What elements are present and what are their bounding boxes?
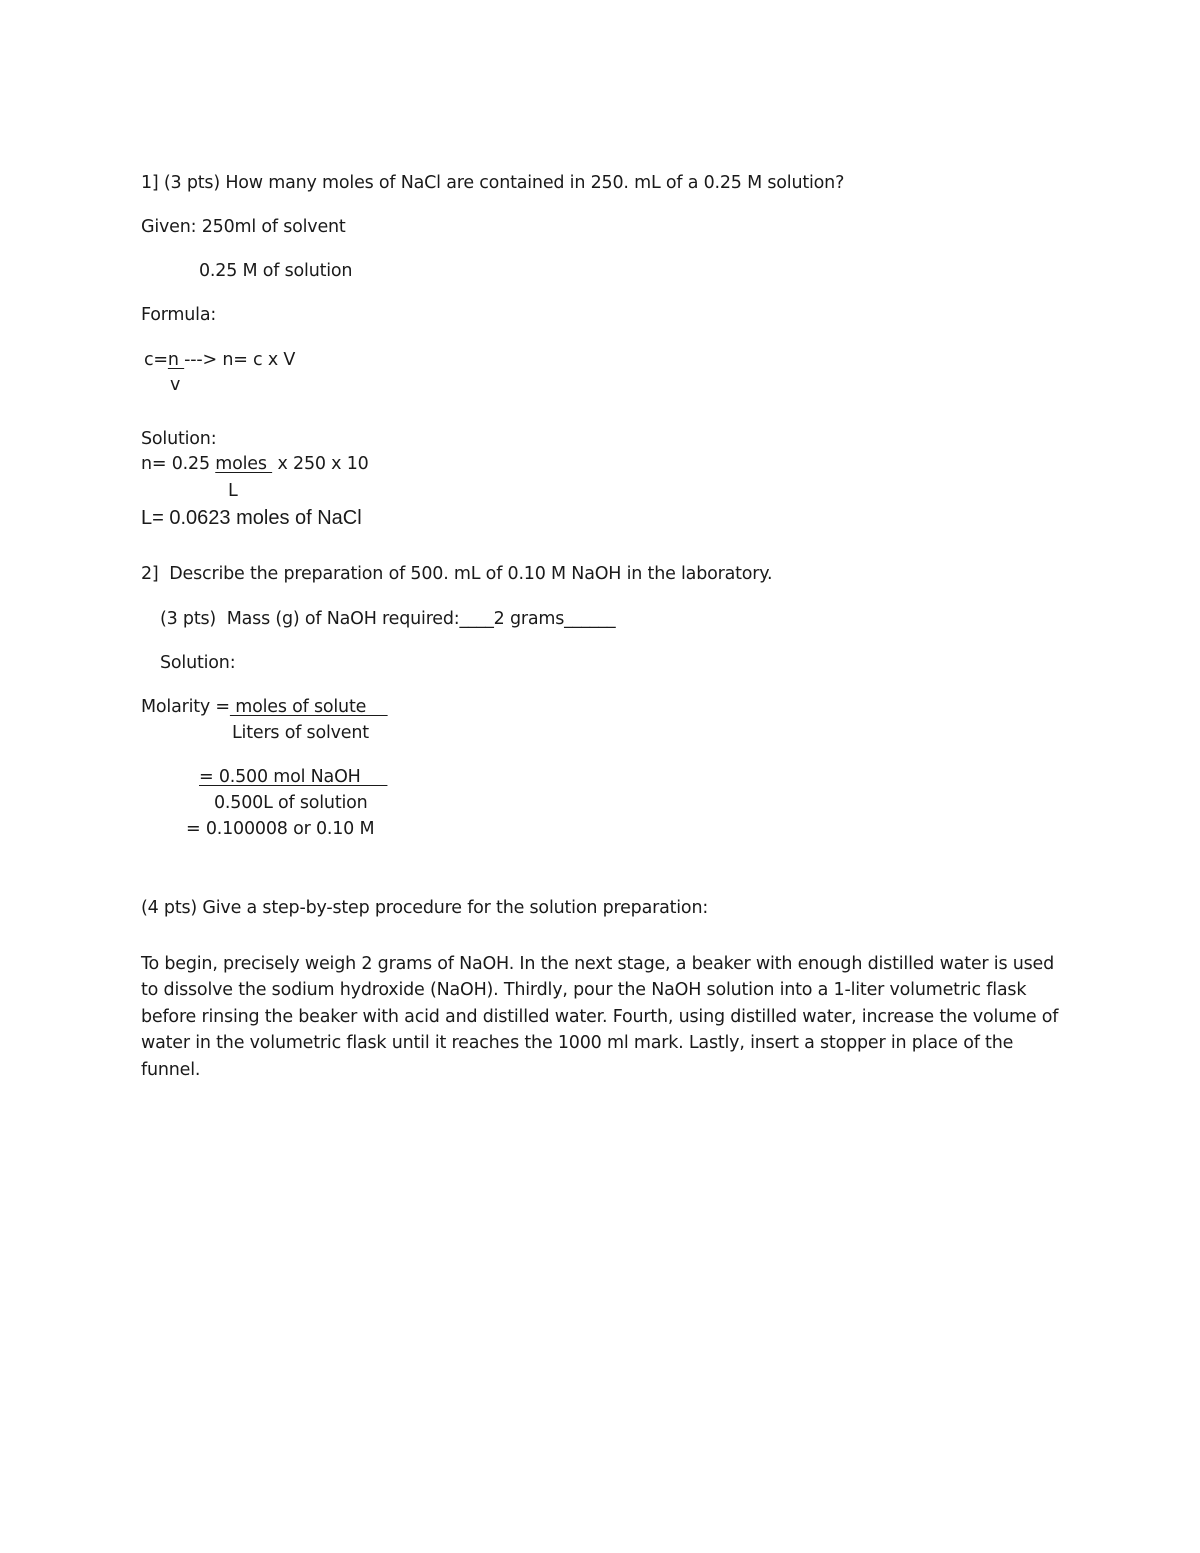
q2-step-denominator: 0.500L of solution	[214, 793, 368, 813]
q1-formula-v: v	[170, 375, 181, 395]
q1-answer: L= 0.0623 moles of NaCl	[141, 507, 362, 529]
q1-solution-l: L	[228, 481, 238, 501]
q1-given-label: Given: 250ml of solvent	[141, 217, 346, 237]
q1-solution-label: Solution:	[141, 429, 217, 449]
q2-molarity-denominator: Liters of solvent	[232, 723, 369, 743]
q1-formula-label: Formula:	[141, 305, 217, 325]
q2-step-result: = 0.100008 or 0.10 M	[186, 819, 375, 839]
q2-question: 2] Describe the preparation of 500. mL of 0.10 M NaOH in the laboratory.	[141, 564, 773, 584]
q1-solution-expr	[141, 453, 369, 475]
molarity-numerator: moles of solute	[229, 697, 388, 717]
q2-procedure-text: To begin, precisely weigh 2 grams of NaOH. In the next stage, a beaker with enough distilled water is used to dissolve the sodium hydroxide (NaOH). Thirdly, pour the NaOH solution into a 1-liter volumetric flask before rinsing the beaker with acid and distilled water. Fourth, using distilled water, increase the volume of water in the volumetric flask until it reaches the 1000 ml mark. Lastly, insert a stopper in place of the funnel.	[141, 954, 1059, 1080]
q2-mass-line: (3 pts) Mass (g) of NaOH required:____2 grams______	[160, 609, 616, 629]
formula-c: c=	[144, 350, 168, 370]
q2-procedure-label: (4 pts) Give a step-by-step procedure for the solution preparation:	[141, 898, 709, 918]
q1-question: 1] (3 pts) How many moles of NaCl are contained in 250. mL of a 0.25 M solution?	[141, 173, 845, 193]
formula-rest: ---> n= c x V	[184, 350, 296, 370]
solution-rest: x 250 x 10	[272, 454, 369, 474]
q2-molarity	[141, 696, 388, 718]
molarity-prefix: Molarity =	[141, 697, 230, 717]
q2-solution-label: Solution:	[160, 653, 236, 673]
formula-n: n	[167, 350, 185, 370]
solution-moles: moles	[215, 454, 273, 474]
q1-formula	[144, 349, 295, 371]
q1-given-line2: 0.25 M of solution	[199, 261, 353, 281]
solution-n: n= 0.25	[141, 454, 216, 474]
q2-step-numerator: = 0.500 mol NaOH	[199, 767, 388, 787]
